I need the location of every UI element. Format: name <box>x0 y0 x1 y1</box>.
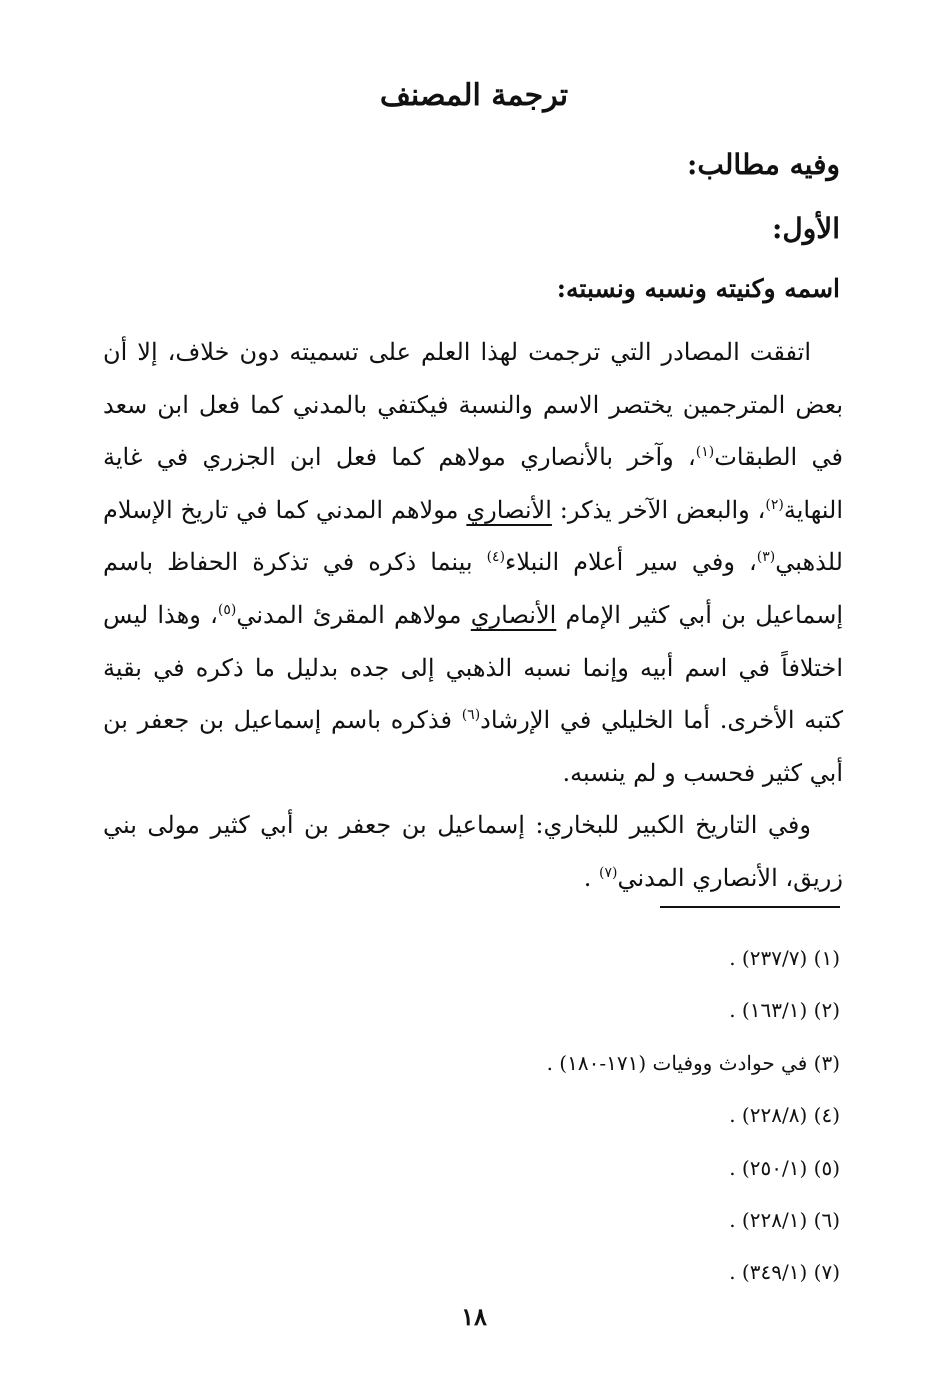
underlined-word: الأنصاري <box>470 600 557 629</box>
footnote-ref-3: (٣) <box>756 549 776 566</box>
footnote-divider <box>660 906 840 908</box>
footnote-item: (٤) (٢٢٨/٨) . <box>729 1103 840 1128</box>
paragraph-text: ، والبعض الآخر يذكر: <box>551 495 766 524</box>
paragraph-text: اتفقت المصادر التي ترجمت لهذا العلم على تسميته دون خلاف، إلا أن بعض المترجمين يختصر الاسم والنسبة فيكتفي بالمدني كما فعل ابن سعد في الطبقات <box>103 338 843 472</box>
paragraph-1 <box>103 326 843 799</box>
footnote-item: (٧) (٣٤٩/١) . <box>729 1260 840 1285</box>
paragraph-text: بينما ذكره في تذكرة الحفاظ باسم إسماعيل بن أبي كثير الإمام <box>103 548 843 629</box>
paragraph-text: فذكره باسم إسماعيل بن جعفر بن أبي كثير فحسب و لم ينسبه. <box>103 706 843 787</box>
footnote-item: (٣) في حوادث ووفيات (١٧١-١٨٠) . <box>546 1050 840 1075</box>
footnote-ref-1: (١) <box>695 444 715 461</box>
footnote-ref-5: (٥) <box>217 601 237 618</box>
footnote-ref-4: (٤) <box>486 549 506 566</box>
footnote-ref-2: (٢) <box>765 496 784 513</box>
first-section-heading: الأول: <box>772 212 840 245</box>
page-title: ترجمة المصنف <box>379 78 569 113</box>
paragraph-text: . <box>583 863 599 892</box>
footnote-item: (١) (٢٣٧/٧) . <box>729 946 840 970</box>
main-text <box>103 326 843 905</box>
footnote-item: (٥) (٢٥٠/١) . <box>729 1155 840 1180</box>
footnote-ref-7: (٧) <box>598 864 618 881</box>
paragraph-text: مولاهم المقرئ المدني <box>236 600 471 629</box>
topic-heading: اسمه وكنيته ونسبه ونسبته: <box>556 274 840 303</box>
footnote-item: (٢) (١٦٣/١) . <box>729 998 840 1023</box>
paragraph-text: ، وآخر بالأنصاري مولاهم كما فعل ابن الجزري في غاية النهاية <box>103 443 843 524</box>
page-number: ١٨ <box>461 1302 487 1331</box>
paragraph-2 <box>103 799 843 904</box>
footnote-item: (٦) (٢٢٨/١) . <box>729 1207 840 1232</box>
footnotes-list <box>100 938 840 1305</box>
underlined-word: الأنصاري <box>466 495 552 524</box>
section-intro-heading: وفيه مطالب: <box>687 148 840 181</box>
paragraph-text: مولاهم المدني كما في تاريخ الإسلام للذهبي <box>103 495 843 577</box>
paragraph-text: ، وهذا ليس اختلافاً في اسم أبيه وإنما نسبه الذهبي إلى جده بدليل ما ذكره في بقية كتبه الأخرى. أما الخليلي في الإرشاد <box>103 600 844 735</box>
paragraph-text: وفي التاريخ الكبير للبخاري: إسماعيل بن جعفر بن أبي كثير مولى بني زريق، الأنصاري المدني <box>103 811 843 892</box>
footnote-ref-6: (٦) <box>461 707 481 724</box>
paragraph-text: ، وفي سير أعلام النبلاء <box>505 548 757 577</box>
